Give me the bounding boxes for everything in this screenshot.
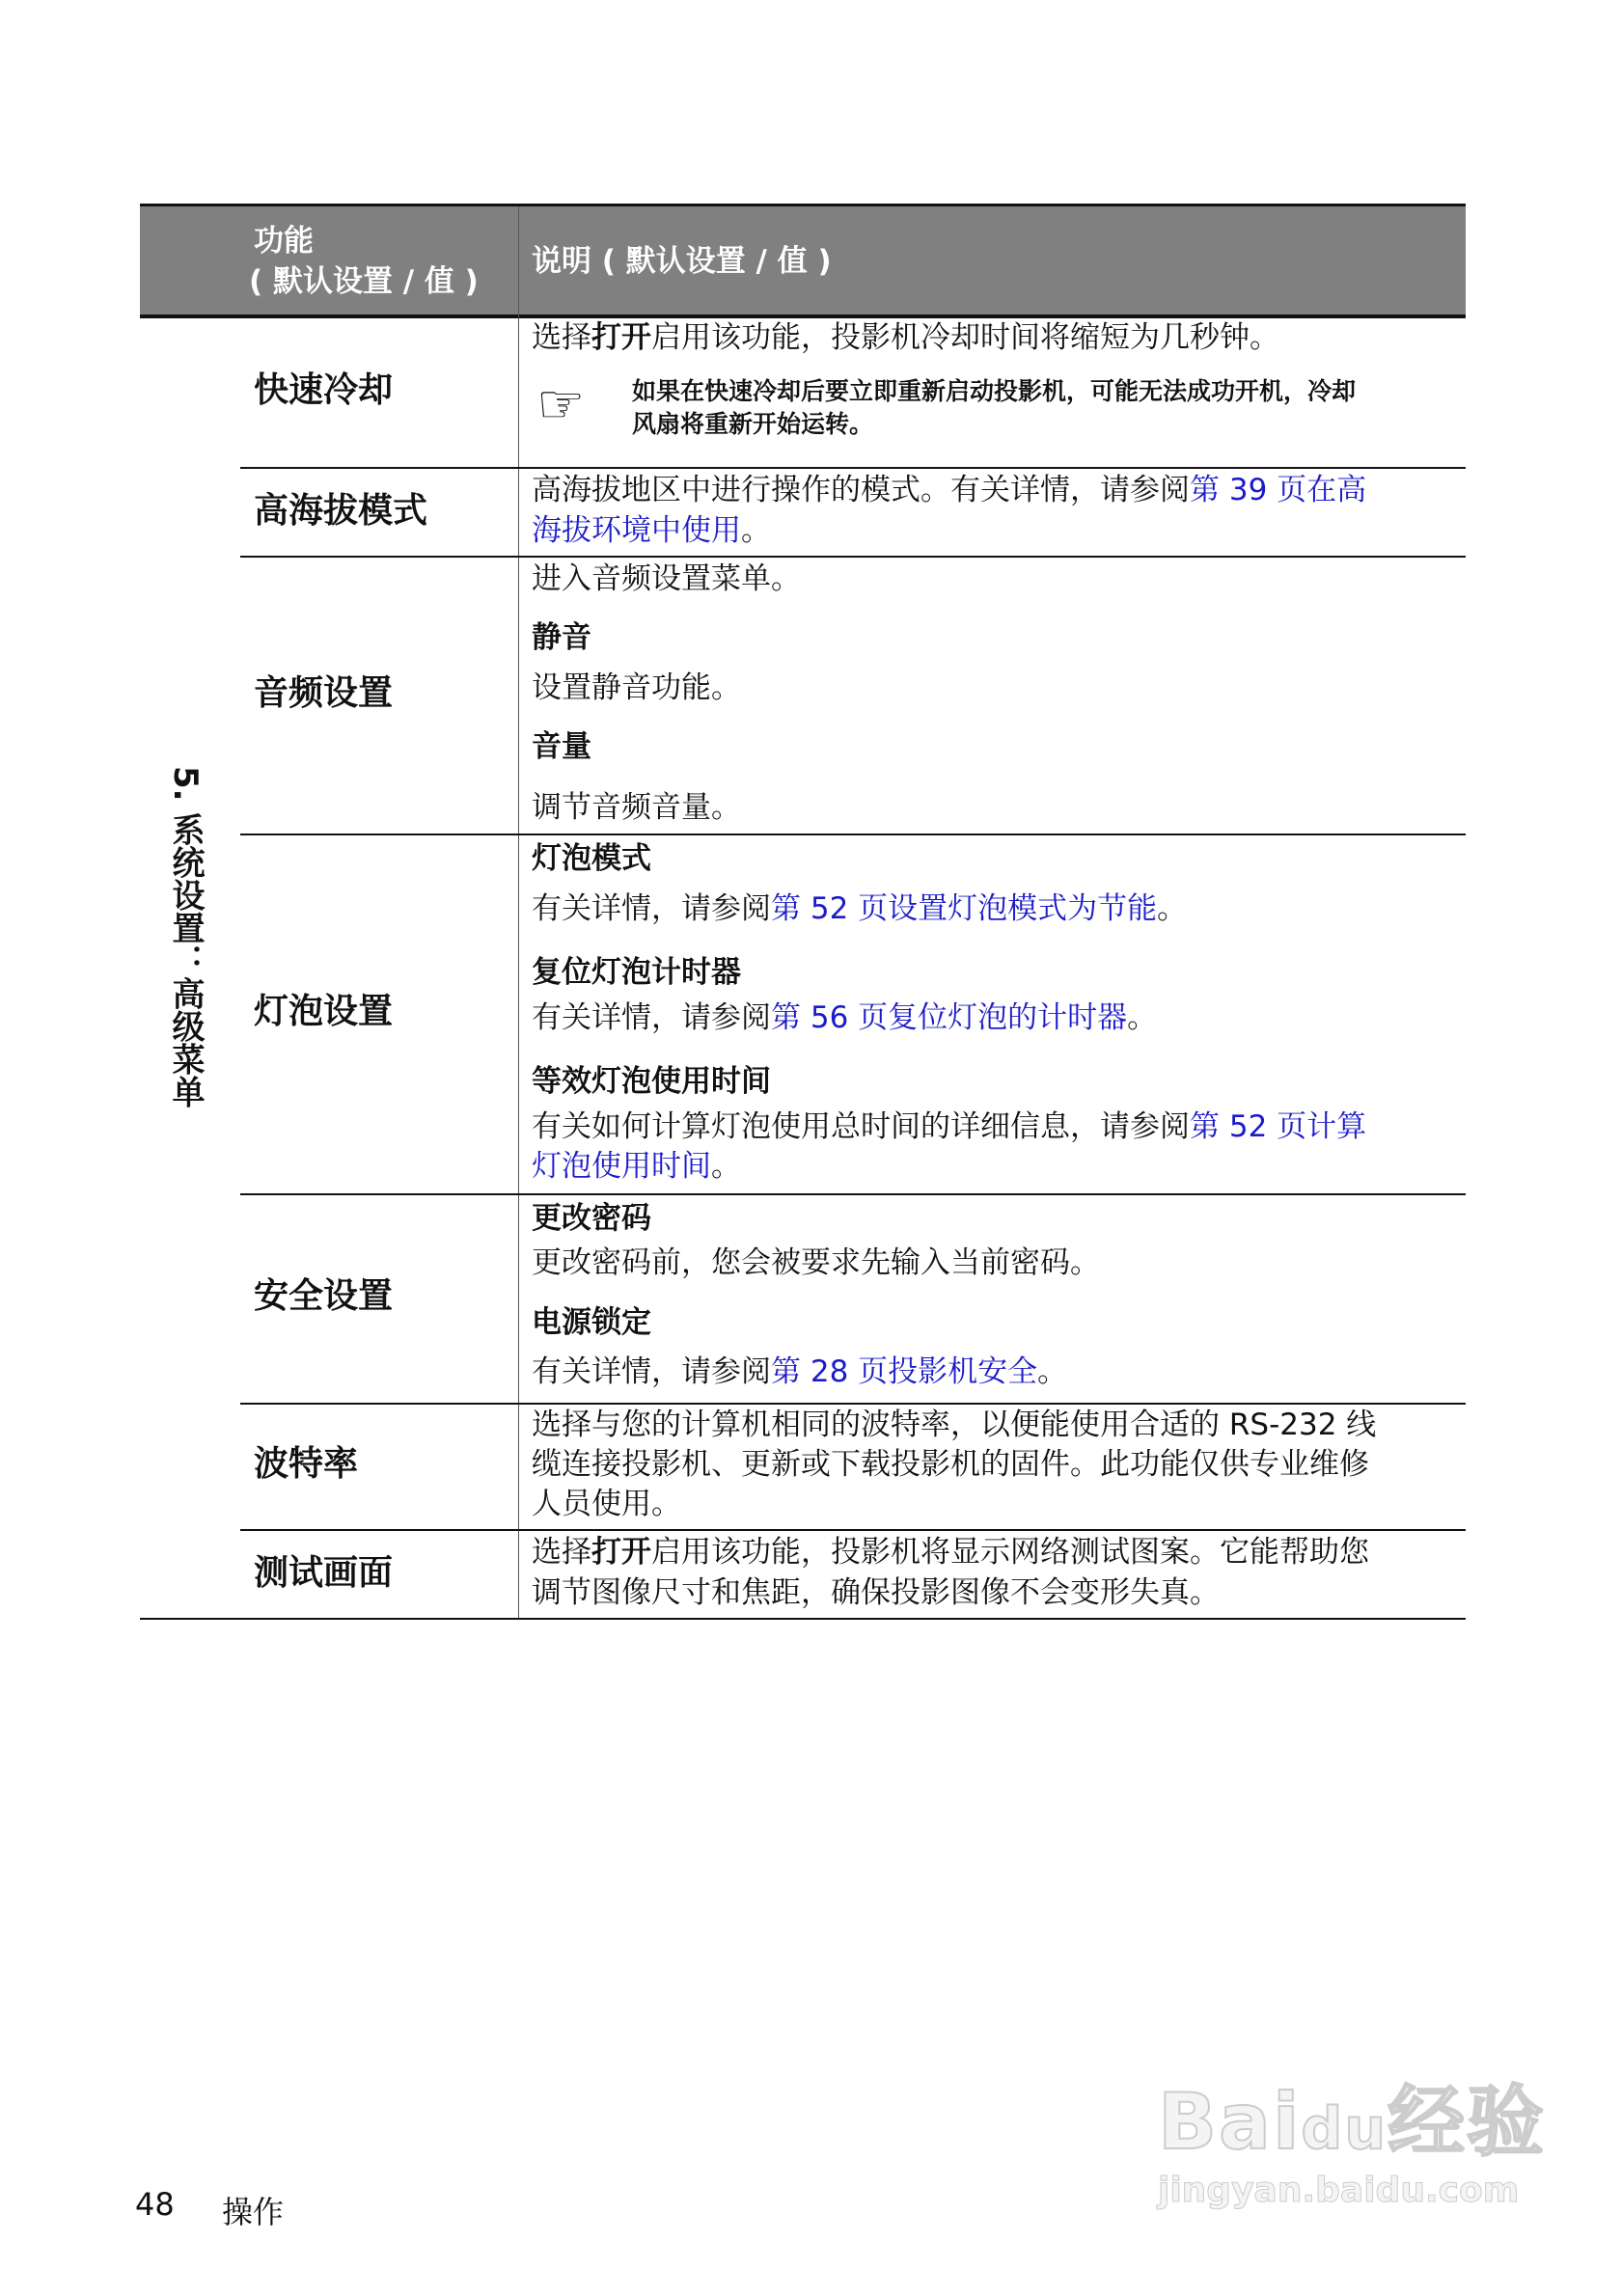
page-reference-link[interactable]: 第 52 页计算 [1190, 1109, 1367, 1144]
text-segment: 。 [1157, 891, 1188, 926]
description-line [532, 560, 801, 598]
description-line [532, 1485, 681, 1523]
footer-section: 操作 [222, 2194, 285, 2230]
text-segment: 缆连接投影机、更新或下载投影机的固件。此功能仅供专业维修 [532, 1447, 1369, 1482]
description-line [532, 953, 741, 992]
text-segment: 打开 [591, 320, 651, 355]
note-line: 风扇将重新开始运转。 [632, 410, 874, 438]
description-line [532, 1406, 1376, 1444]
sub-heading: 静音 [532, 620, 591, 655]
row-border [240, 556, 1466, 558]
sub-heading: 等效灯泡使用时间 [532, 1064, 771, 1099]
sub-heading: 音量 [532, 729, 591, 764]
description-line [532, 1107, 1366, 1146]
text-segment: 启用该功能，投影机冷却时间将缩短为几秒钟。 [651, 320, 1279, 355]
row-border [240, 834, 1466, 835]
description-line [532, 1353, 1067, 1391]
header-col1-title: 功能 [254, 224, 314, 259]
sub-heading: 复位灯泡计时器 [532, 955, 741, 990]
row-border [140, 1618, 1466, 1620]
text-segment: 进入音频设置菜单。 [532, 561, 801, 596]
text-segment: 打开 [591, 1535, 651, 1570]
row-label: 波特率 [254, 1444, 359, 1484]
page-reference-link[interactable]: 第 52 页设置灯泡模式为节能 [771, 891, 1158, 926]
text-segment: 选择 [532, 320, 591, 355]
description-line [532, 471, 1366, 509]
text-segment: 人员使用。 [532, 1487, 681, 1521]
description-line [532, 788, 741, 827]
row-border [240, 1193, 1466, 1195]
page-reference-link[interactable]: 灯泡使用时间 [532, 1149, 711, 1184]
description-line [532, 1303, 651, 1342]
page-number: 48 [135, 2186, 175, 2223]
description-line [532, 889, 1187, 928]
description-line [532, 1199, 651, 1238]
description-line [532, 727, 591, 766]
note-line: 如果在快速冷却后要立即重新启动投影机，可能无法成功开机，冷却 [632, 377, 1357, 405]
page-reference-link[interactable]: 第 56 页复位灯泡的计时器 [771, 1000, 1128, 1035]
header-col1-subtitle: ( 默认设置 / 值 ) [249, 264, 479, 299]
text-segment: 设置静音功能。 [532, 670, 741, 705]
description-line [532, 618, 591, 657]
page-reference-link[interactable]: 海拔环境中使用 [532, 513, 741, 548]
text-segment: 。 [711, 1149, 741, 1184]
text-segment: 。 [1037, 1354, 1068, 1389]
text-segment: 调节音频音量。 [532, 790, 741, 825]
row-border [240, 1403, 1466, 1405]
text-segment: 更改密码前，您会被要求先输入当前密码。 [532, 1245, 1100, 1280]
sub-heading: 更改密码 [532, 1201, 651, 1236]
description-line [532, 669, 741, 707]
description-line [532, 318, 1279, 357]
description-line [532, 1062, 771, 1101]
description-line [532, 1244, 1100, 1282]
description-line [532, 839, 651, 878]
text-segment: 。 [1127, 1000, 1158, 1035]
text-segment: 选择与您的计算机相同的波特率，以便能使用合适的 RS-232 线 [532, 1408, 1377, 1442]
row-label: 音频设置 [254, 673, 394, 713]
description-line [532, 511, 771, 550]
description-line [532, 1573, 1220, 1612]
row-label: 快速冷却 [254, 370, 394, 410]
row-label: 高海拔模式 [254, 491, 428, 531]
sub-heading: 电源锁定 [532, 1305, 651, 1340]
baidu-watermark: Baidu经验 jingyan.baidu.com [1158, 2077, 1547, 2210]
page-reference-link[interactable]: 第 28 页投影机安全 [771, 1354, 1038, 1389]
text-segment: 调节图像尺寸和焦距，确保投影图像不会变形失真。 [532, 1575, 1220, 1610]
text-segment: 高海拔地区中进行操作的模式。有关详情，请参阅 [532, 473, 1190, 507]
page-reference-link[interactable]: 第 39 页在高 [1190, 473, 1367, 507]
row-label: 测试画面 [254, 1553, 394, 1593]
row-label: 安全设置 [254, 1276, 394, 1316]
column-divider [518, 206, 519, 1618]
row-border [240, 467, 1466, 469]
pointing-hand-icon: ☞ [536, 373, 586, 436]
text-segment: 。 [741, 513, 771, 548]
header-col2-title: 说明 ( 默认设置 / 值 ) [532, 244, 832, 279]
row-border [240, 1529, 1466, 1531]
description-line [532, 1533, 1369, 1572]
description-line [532, 1147, 741, 1186]
row-label: 灯泡设置 [254, 992, 394, 1031]
sub-heading: 灯泡模式 [532, 841, 651, 876]
text-segment: 选择 [532, 1535, 591, 1570]
text-segment: 启用该功能，投影机将显示网络测试图案。它能帮助您 [651, 1535, 1369, 1570]
text-segment: 有关详情，请参阅 [532, 891, 771, 926]
description-line [532, 998, 1157, 1037]
text-segment: 有关详情，请参阅 [532, 1000, 771, 1035]
description-line [532, 1445, 1369, 1484]
text-segment: 有关如何计算灯泡使用总时间的详细信息，请参阅 [532, 1109, 1190, 1144]
text-segment: 有关详情，请参阅 [532, 1354, 771, 1389]
side-chapter-title: 5. 系统设置：高级菜单 [166, 766, 205, 1108]
